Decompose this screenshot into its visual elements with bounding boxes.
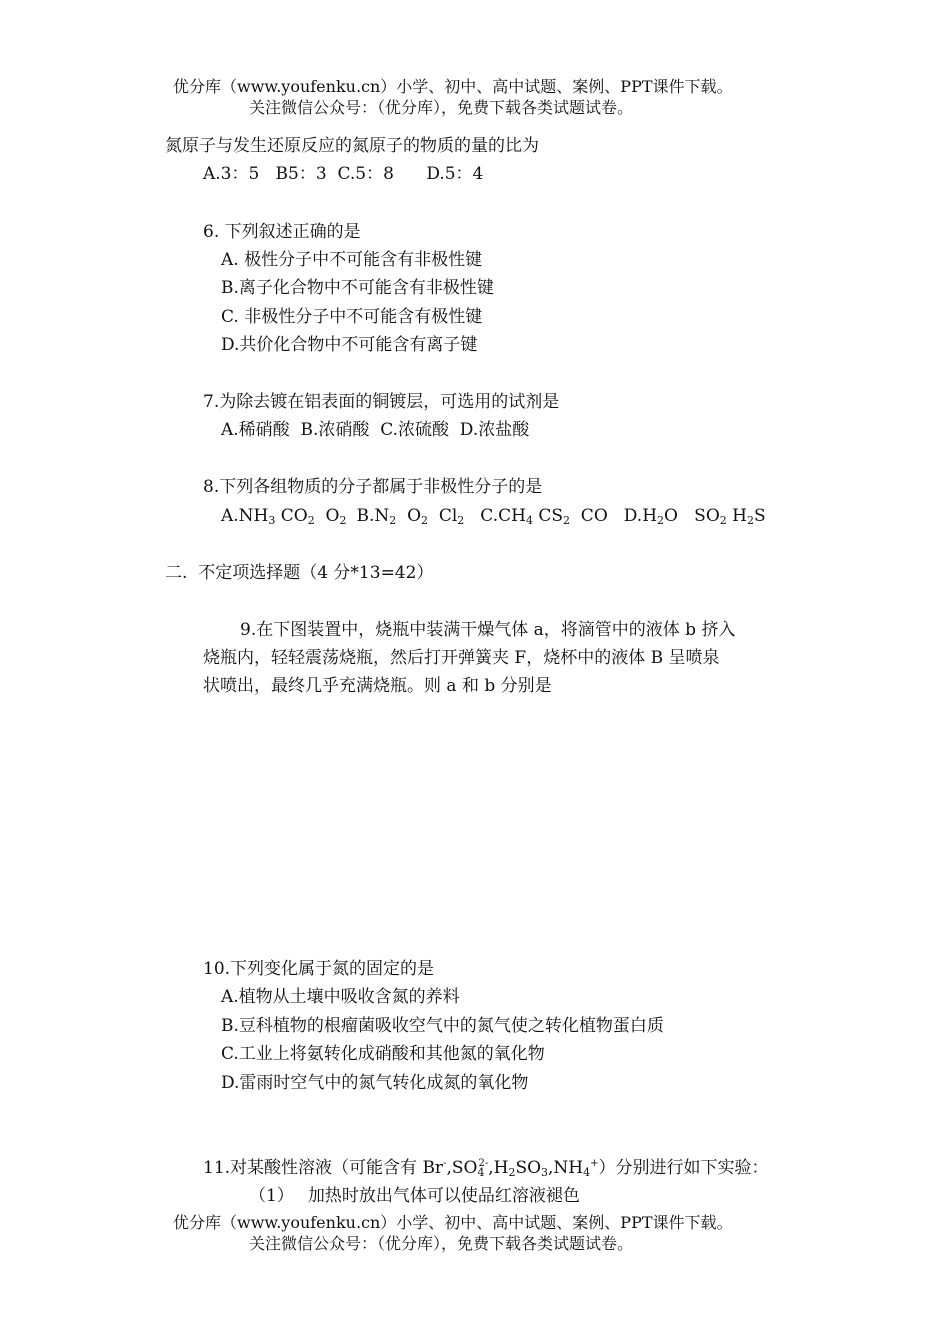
q8-option-a: $A.NH_3$ $CO_2$ $O_2$ — [221, 506, 347, 527]
footer-line-2: 关注微信公众号：（优分库），免费下载各类试题试卷。 — [249, 1234, 634, 1253]
q8-options — [221, 505, 766, 527]
q8-option-c: $C.CH_4$ $CS_2$ CO — [480, 506, 608, 527]
q10-option-d: D.雷雨时空气中的氮气转化成氮的氧化物 — [221, 1073, 529, 1093]
q10-option-b: B.豆科植物的根瘤菌吸收空气中的氮气使之转化植物蛋白质 — [221, 1016, 664, 1036]
q10-stem: 10.下列变化属于氮的固定的是 — [203, 959, 435, 979]
q6-stem: 6. 下列叙述正确的是 — [203, 222, 361, 242]
q8-option-d: $D.H_2O$ $SO_2$ $H_2S$ — [623, 506, 766, 527]
q11-sub-1-text: 加热时放出气体可以使品红溶液褪色 — [307, 1186, 580, 1206]
q10-option-a: A.植物从土壤中吸收含氮的养料 — [221, 987, 460, 1007]
q11-stem: 11.对某酸性溶液（可能含有 $Br^-,SO_4^{2-},H_2SO_3,NH_4^+$）分别进行如下实验： — [203, 1158, 769, 1179]
q6-option-a: A. 极性分子中不可能含有非极性键 — [221, 250, 483, 270]
footer-line-1: 优分库（www.youfenku.cn）小学、初中、高中试题、案例、PPT课件下载。 — [173, 1213, 733, 1232]
q7-options: A.稀硝酸 B.浓硝酸 C.浓硫酸 D.浓盐酸 — [221, 420, 530, 440]
q5-continuation-text: 氮原子与发生还原反应的氮原子的物质的量的比为 — [165, 136, 539, 156]
q9-line-2: 烧瓶内，轻轻震荡烧瓶，然后打开弹簧夹 F，烧杯中的液体 B 呈喷泉 — [203, 648, 720, 668]
q10-option-c: C.工业上将氨转化成硝酸和其他氮的氧化物 — [221, 1044, 545, 1064]
section-2-heading: 二. 不定项选择题（4 分*13=42） — [165, 563, 434, 583]
q8-option-b: $B.N_2$ $O_2$ $Cl_2$ — [356, 506, 465, 527]
q8-stem: 8.下列各组物质的分子都属于非极性分子的是 — [203, 477, 543, 497]
q11-sub-1-number: （1） — [249, 1186, 294, 1206]
q6-option-d: D.共价化合物中不可能含有离子键 — [221, 335, 478, 355]
q9-line-1: 9.在下图装置中，烧瓶中装满干燥气体 a，将滴管中的液体 b 挤入 — [240, 620, 736, 640]
header-line-2: 关注微信公众号：（优分库），免费下载各类试题试卷。 — [249, 98, 634, 117]
q6-option-b: B.离子化合物中不可能含有非极性键 — [221, 278, 494, 298]
q11-sub-1 — [249, 1185, 580, 1207]
header-line-1: 优分库（www.youfenku.cn）小学、初中、高中试题、案例、PPT课件下载。 — [173, 77, 733, 96]
q9-line-3: 状喷出，最终几乎充满烧瓶。则 a 和 b 分别是 — [203, 676, 552, 696]
q7-stem: 7.为除去镀在铝表面的铜镀层，可选用的试剂是 — [203, 392, 560, 412]
q5-options: A.3：5 B5：3 C.5：8 D.5：4 — [203, 164, 484, 184]
q6-option-c: C. 非极性分子中不可能含有极性键 — [221, 307, 483, 327]
